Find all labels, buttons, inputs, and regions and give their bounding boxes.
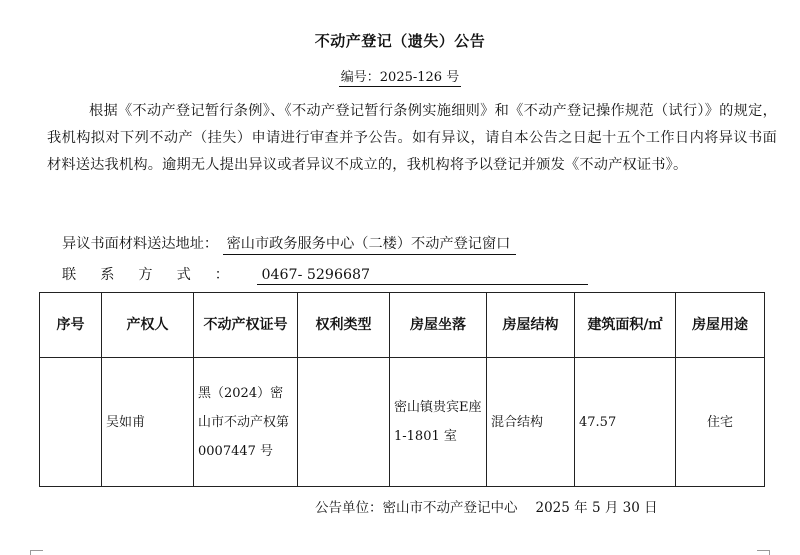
header-right-type: 权利类型 [298,293,390,358]
cell-owner: 吴如甫 [102,358,194,487]
contact-line [62,264,588,285]
cell-location: 密山镇贵宾E座 1-1801 室 [390,358,487,487]
property-table [39,292,765,487]
header-area: 建筑面积/㎡ [575,293,676,358]
header-location: 房屋坐落 [390,293,487,358]
issuer-label: 公告单位： [315,500,383,516]
cell-right-type [298,358,390,487]
table-header-row [40,293,765,358]
notice-number-value: 2025-126 号 [379,70,460,85]
address-line [62,233,516,255]
notice-number [0,66,800,85]
issuer-name: 密山市不动产登记中心 [382,500,518,516]
cell-cert-no: 黑（2024）密山市不动产权第 0007447 号 [194,358,298,487]
cell-usage: 住宅 [676,358,765,487]
notice-date: 2025 年 5 月 30 日 [535,500,658,516]
notice-title: 不动产登记（遗失）公告 [314,32,486,50]
contact-value: 0467- 5296687 [257,267,588,285]
cell-area: 47.57 [575,358,676,487]
header-structure: 房屋结构 [487,293,575,358]
notice-body: 根据《不动产登记暂行条例》、《不动产登记暂行条例实施细则》和《不动产登记操作规范（试行）》的规定，我机构拟对下列不动产（挂失）申请进行审查并予公告。如有异议，请自本公告之日起十五个工作日内将异议书面材料送达我机构。逾期无人提出异议或者异议不成立的，我机构将予以登记并颁发《不动产权证书》。 [47,103,777,173]
address-value: 密山市政务服务中心（二楼）不动产登记窗口 [223,233,517,255]
table-row [40,358,765,487]
notice-number-label: 编号： [340,70,380,85]
header-cert-no: 不动产权证号 [194,293,298,358]
page-corner-mark-left [30,550,43,555]
page-corner-mark-right [757,550,770,555]
header-usage: 房屋用途 [676,293,765,358]
notice-footer [315,496,658,516]
header-owner: 产权人 [102,293,194,358]
address-label: 异议书面材料送达地址： [62,236,219,252]
cell-structure: 混合结构 [487,358,575,487]
header-seq: 序号 [40,293,102,358]
cell-seq [40,358,102,487]
contact-label: 联系方式： [62,267,253,283]
